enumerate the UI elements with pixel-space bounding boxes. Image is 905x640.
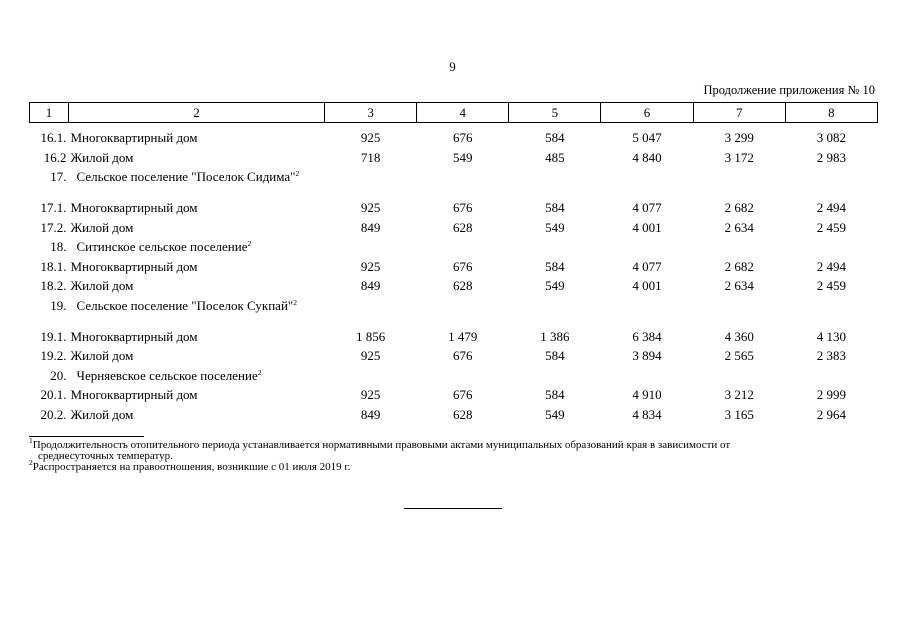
- column-header-4: 4: [417, 103, 509, 123]
- footnote-reference: 2: [293, 297, 297, 307]
- footnote-text-continued: среднесуточных температур.: [38, 450, 173, 462]
- table-section-row: [30, 169, 878, 200]
- table-row: [30, 259, 878, 279]
- table-header-row: [30, 103, 878, 123]
- value-cell-col8: [785, 239, 877, 259]
- value-cell-col3: 849: [360, 219, 381, 235]
- row-name: Многоквартирный дом: [70, 328, 198, 344]
- value-cell-col6: [601, 368, 693, 388]
- table-row: [30, 200, 878, 220]
- value-cell-col5: 549: [545, 278, 565, 293]
- value-cell-col6: [601, 298, 693, 329]
- value-cell-col7: [693, 368, 785, 388]
- table-row: [30, 150, 878, 170]
- value-cell-col8: 2 383: [816, 348, 847, 363]
- value-cell-col3: [325, 368, 417, 388]
- value-cell-col6: 4 077: [632, 258, 662, 274]
- value-cell-col6: 4 077: [632, 200, 662, 215]
- value-cell-col4: 1 479: [448, 328, 478, 344]
- row-name-cell: [69, 150, 325, 170]
- value-cell-col7: 2 565: [724, 348, 754, 363]
- value-cell-col4: [417, 368, 509, 388]
- row-number: 20.1.: [40, 387, 67, 402]
- table-row: [30, 278, 878, 298]
- row-name: Жилой дом: [70, 348, 134, 363]
- row-number: 19.1.: [40, 328, 67, 344]
- continuation-caption: Продолжение приложения № 10: [703, 83, 875, 97]
- row-name: Многоквартирный дом: [70, 130, 198, 145]
- row-name: Многоквартирный дом: [70, 258, 198, 274]
- value-cell-col4: 676: [452, 200, 473, 215]
- row-name-cell: [69, 278, 325, 298]
- value-cell-col6: 6 384: [632, 328, 662, 344]
- footnote-separator: [29, 436, 144, 437]
- tariff-table: [29, 102, 878, 426]
- table-row: [30, 348, 878, 368]
- value-cell-col3: 1 856: [355, 328, 386, 344]
- table-row: [30, 123, 878, 150]
- row-number: 20.2.: [40, 406, 67, 422]
- value-cell-col5: [509, 169, 601, 200]
- value-cell-col6: 3 894: [632, 348, 662, 363]
- row-name: Жилой дом: [70, 278, 134, 293]
- row-number: 16.2: [43, 149, 67, 165]
- row-number: 17.: [50, 169, 67, 184]
- value-cell-col4: 676: [452, 387, 473, 402]
- row-number: 20.: [50, 367, 67, 383]
- table-row: [30, 220, 878, 240]
- column-header-7: 7: [693, 103, 785, 123]
- value-cell-col5: 584: [545, 387, 565, 402]
- table-row: [30, 407, 878, 427]
- footnote-mark: 2: [29, 458, 33, 467]
- column-header-2: 2: [69, 103, 325, 123]
- value-cell-col6: 4 001: [632, 219, 662, 235]
- value-cell-col6: [601, 239, 693, 259]
- value-cell-col6: [601, 169, 693, 200]
- value-cell-col8: 2 494: [816, 258, 847, 274]
- value-cell-col4: [417, 169, 509, 200]
- value-cell-col5: 584: [545, 258, 565, 274]
- value-cell-col7: 2 634: [724, 219, 754, 235]
- value-cell-col8: 4 130: [816, 328, 847, 344]
- value-cell-col4: 628: [452, 278, 473, 293]
- page-number: 9: [449, 59, 456, 74]
- row-name: Черняевское сельское поселение: [76, 367, 258, 383]
- row-name: Жилой дом: [70, 149, 134, 165]
- value-cell-col5: 549: [545, 406, 565, 422]
- value-cell-col8: 2 494: [816, 200, 847, 215]
- value-cell-col3: 925: [360, 130, 381, 145]
- row-name: Сельское поселение "Поселок Сидима": [76, 169, 296, 184]
- value-cell-col8: 2 999: [816, 387, 847, 402]
- row-number: 19.2.: [40, 348, 67, 363]
- value-cell-col3: [325, 239, 417, 259]
- value-cell-col5: 485: [545, 149, 565, 165]
- value-cell-col4: 549: [452, 149, 473, 165]
- row-number: 18.: [50, 239, 67, 254]
- column-header-3: 3: [325, 103, 417, 123]
- row-name-cell: [69, 259, 325, 279]
- footnote-text: Продолжительность отопительного периода устанавливается нормативными правовыми актами муниципальных образований края в зависимости от: [32, 439, 731, 451]
- value-cell-col6: 4 001: [632, 278, 662, 293]
- value-cell-col8: 2 983: [816, 149, 847, 165]
- value-cell-col8: 3 082: [816, 130, 847, 145]
- table-row: [30, 387, 878, 407]
- value-cell-col3: 925: [360, 387, 381, 402]
- row-name: Жилой дом: [70, 406, 134, 422]
- footnote-text: Распространяется на правоотношения, возникшие с 01 июля 2019 г.: [32, 461, 351, 473]
- table-section-row: [30, 239, 878, 259]
- row-number: 17.2.: [40, 219, 67, 235]
- row-name: Многоквартирный дом: [70, 200, 198, 215]
- value-cell-col7: 2 682: [724, 200, 754, 215]
- value-cell-col6: 4 910: [632, 387, 662, 402]
- row-name-cell: [69, 200, 325, 220]
- value-cell-col6: 4 840: [632, 149, 662, 165]
- row-number: 18.2.: [40, 278, 67, 293]
- table-section-row: [30, 368, 878, 388]
- end-of-document-line: [404, 508, 502, 509]
- value-cell-col5: 584: [545, 130, 565, 145]
- row-number: 18.1.: [40, 258, 67, 274]
- value-cell-col3: 925: [360, 348, 381, 363]
- value-cell-col4: 676: [452, 130, 473, 145]
- value-cell-col6: 4 834: [632, 406, 662, 422]
- footnote-reference: 2: [257, 367, 262, 377]
- value-cell-col3: [325, 298, 417, 329]
- row-name-cell: [69, 123, 325, 150]
- value-cell-col4: 628: [452, 406, 473, 422]
- value-cell-col8: 2 964: [816, 406, 847, 422]
- value-cell-col3: [325, 169, 417, 200]
- value-cell-col6: 5 047: [632, 130, 662, 145]
- row-name-cell: [69, 407, 325, 427]
- row-name-cell: [69, 220, 325, 240]
- value-cell-col4: [417, 239, 509, 259]
- value-cell-col8: [785, 298, 877, 329]
- value-cell-col5: 584: [545, 200, 565, 215]
- column-header-5: 5: [509, 103, 601, 123]
- value-cell-col3: 849: [360, 406, 381, 422]
- value-cell-col7: [693, 169, 785, 200]
- value-cell-col3: 925: [360, 200, 381, 215]
- row-number: 16.1.: [40, 130, 67, 145]
- value-cell-col5: [509, 298, 601, 329]
- value-cell-col5: [509, 368, 601, 388]
- value-cell-col3: 925: [360, 258, 381, 274]
- value-cell-col7: 2 682: [724, 258, 754, 274]
- footnote: [29, 436, 876, 462]
- column-header-6: 6: [601, 103, 693, 123]
- row-name: Жилой дом: [70, 219, 134, 235]
- value-cell-col8: [785, 368, 877, 388]
- row-name: Ситинское сельское поселение: [76, 239, 248, 254]
- value-cell-col7: 2 634: [724, 278, 754, 293]
- value-cell-col4: [417, 298, 509, 329]
- footnotes: [29, 436, 876, 473]
- value-cell-col3: 849: [360, 278, 381, 293]
- row-number: 19.: [50, 297, 67, 313]
- value-cell-col7: [693, 239, 785, 259]
- value-cell-col7: 3 172: [724, 149, 754, 165]
- value-cell-col7: 4 360: [724, 328, 754, 344]
- row-name: Многоквартирный дом: [70, 387, 198, 402]
- row-number: 17.1.: [40, 200, 67, 215]
- value-cell-col5: 1 386: [540, 328, 570, 344]
- table-row: [30, 329, 878, 349]
- value-cell-col5: 549: [545, 219, 565, 235]
- footnote: [29, 458, 876, 473]
- row-name-cell: [69, 329, 325, 349]
- value-cell-col5: 584: [545, 348, 565, 363]
- value-cell-col7: 3 165: [724, 406, 754, 422]
- value-cell-col7: 3 299: [724, 130, 754, 145]
- value-cell-col4: 628: [452, 219, 473, 235]
- row-name: Сельское поселение "Поселок Сукпай": [76, 297, 294, 313]
- value-cell-col4: 676: [452, 258, 473, 274]
- column-header-1: 1: [30, 103, 69, 123]
- value-cell-col3: 718: [360, 149, 381, 165]
- row-name-cell: [69, 239, 325, 259]
- table-body: [30, 123, 878, 427]
- value-cell-col7: 3 212: [724, 387, 754, 402]
- value-cell-col8: 2 459: [816, 278, 847, 293]
- row-name-cell: [69, 387, 325, 407]
- footnote-reference: 2: [295, 169, 300, 178]
- row-name-cell: [69, 298, 325, 329]
- value-cell-col7: [693, 298, 785, 329]
- value-cell-col4: 676: [452, 348, 473, 363]
- row-name-cell: [69, 368, 325, 388]
- value-cell-col8: [785, 169, 877, 200]
- row-name-cell: [69, 348, 325, 368]
- row-name-cell: [69, 169, 325, 200]
- value-cell-col5: [509, 239, 601, 259]
- column-header-8: 8: [785, 103, 877, 123]
- table-section-row: [30, 298, 878, 329]
- value-cell-col8: 2 459: [816, 219, 847, 235]
- footnote-reference: 2: [247, 239, 252, 248]
- footnote-mark: 1: [29, 436, 33, 445]
